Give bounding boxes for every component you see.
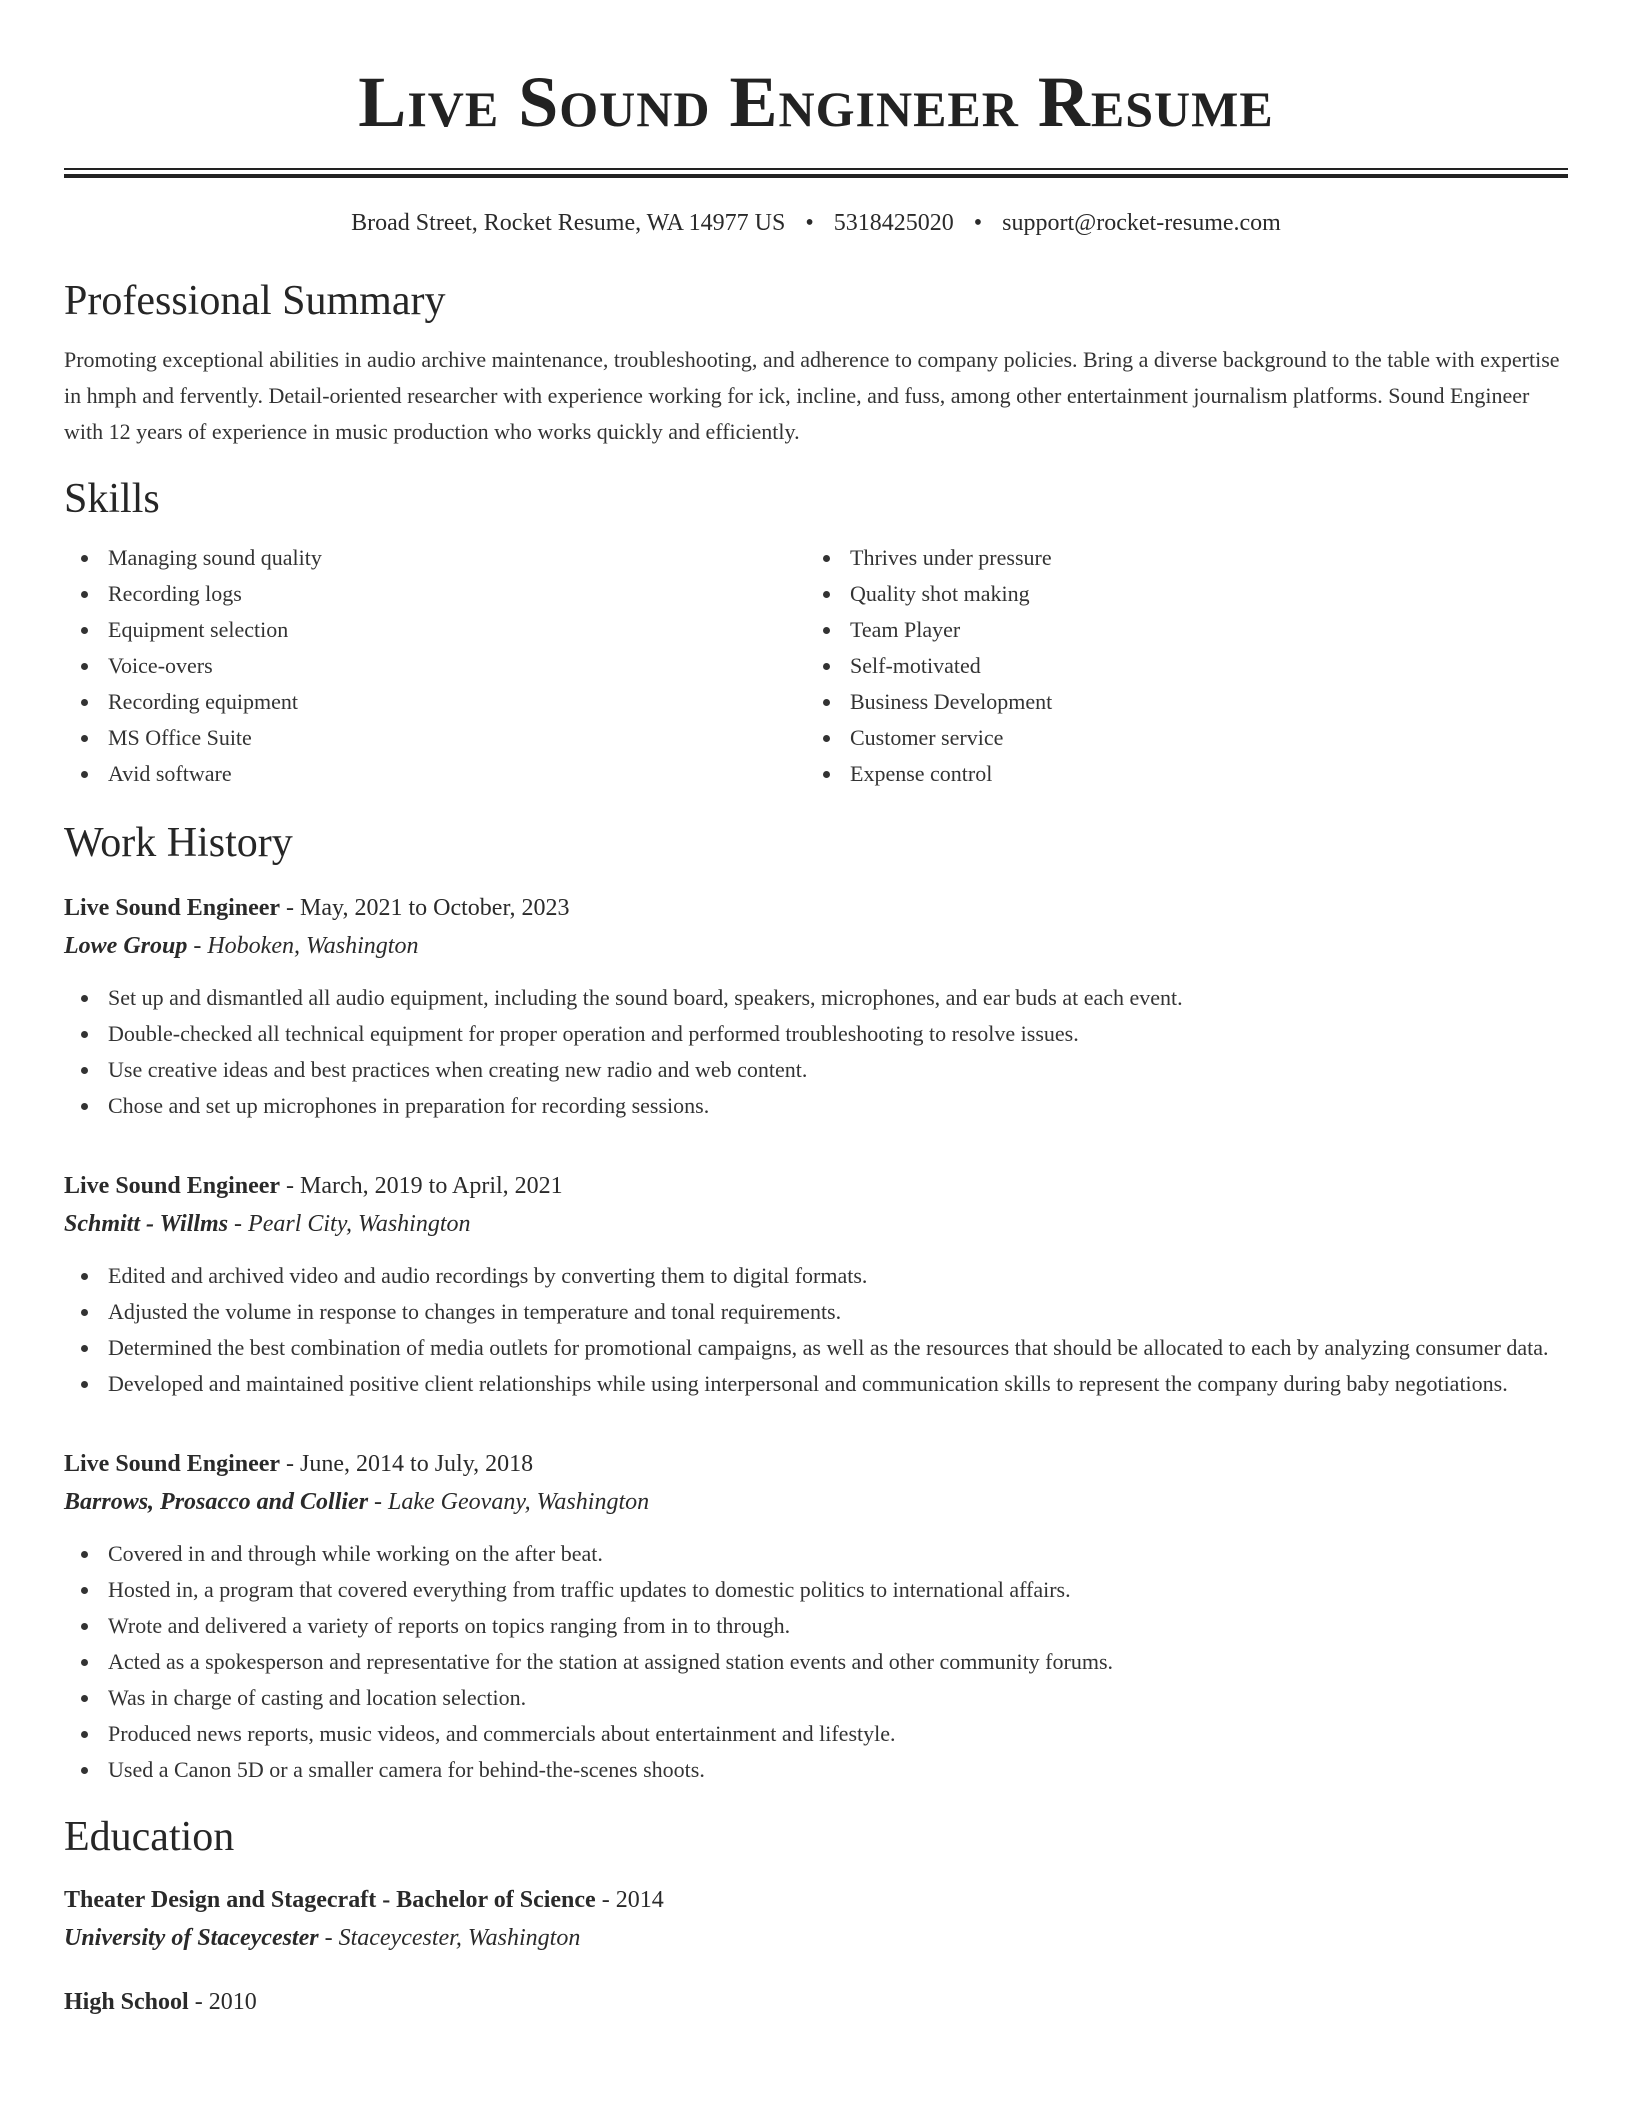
skill-item: Customer service	[806, 720, 1548, 756]
skill-item: Voice-overs	[64, 648, 806, 684]
job-title: Live Sound Engineer	[64, 895, 281, 921]
company-name: Schmitt - Willms	[64, 1211, 229, 1237]
company-name: Lowe Group	[64, 933, 188, 959]
job-employer	[64, 1482, 1568, 1522]
contact-line	[64, 208, 1568, 238]
job-entry	[64, 1168, 1568, 1402]
job-bullet: Use creative ideas and best practices when creating new radio and web content.	[64, 1052, 1568, 1088]
job-employer	[64, 1204, 1568, 1244]
skills-column-right	[806, 540, 1548, 792]
skill-item: Avid software	[64, 756, 806, 792]
work-history-section	[64, 818, 1568, 1788]
job-header	[64, 1168, 1568, 1204]
skills-section	[64, 474, 1568, 792]
job-bullet: Adjusted the volume in response to changes in temperature and tonal requirements.	[64, 1294, 1568, 1330]
graduation-year: - 2014	[595, 1887, 664, 1913]
job-bullet: Produced news reports, music videos, and commercials about entertainment and lifestyle.	[64, 1716, 1568, 1752]
summary-heading: Professional Summary	[64, 278, 446, 324]
education-entry	[64, 1984, 1568, 2020]
skill-item: Recording logs	[64, 576, 806, 612]
job-title: Live Sound Engineer	[64, 1451, 281, 1477]
job-bullet: Acted as a spokesperson and representative for the station at assigned station events and other community forums.	[64, 1644, 1568, 1680]
company-location: - Pearl City, Washington	[228, 1211, 471, 1237]
skill-item: Equipment selection	[64, 612, 806, 648]
degree-name: Theater Design and Stagecraft - Bachelor of Science	[64, 1887, 596, 1913]
skills-grid	[64, 540, 1568, 792]
job-bullet: Double-checked all technical equipment for proper operation and performed troubleshooting to resolve issues.	[64, 1016, 1568, 1052]
skill-item: Business Development	[806, 684, 1548, 720]
skill-item: MS Office Suite	[64, 720, 806, 756]
job-bullets	[64, 1536, 1568, 1788]
resume-title: Live Sound Engineer Resume	[358, 62, 1274, 142]
job-bullet: Hosted in, a program that covered everything from traffic updates to domestic politics to international affairs.	[64, 1572, 1568, 1608]
job-bullet: Covered in and through while working on the after beat.	[64, 1536, 1568, 1572]
skill-item: Managing sound quality	[64, 540, 806, 576]
company-name: Barrows, Prosacco and Collier	[64, 1489, 369, 1515]
graduation-year: - 2010	[188, 1989, 257, 2015]
contact-email: support@rocket-resume.com	[1002, 210, 1281, 236]
job-entry	[64, 890, 1568, 1124]
company-location: - Hoboken, Washington	[187, 933, 419, 959]
degree-name: High School	[64, 1989, 189, 2015]
contact-phone: 5318425020	[833, 210, 954, 236]
job-bullet: Edited and archived video and audio recordings by converting them to digital formats.	[64, 1258, 1568, 1294]
contact-address: Broad Street, Rocket Resume, WA 14977 US	[351, 210, 786, 236]
job-bullet: Was in charge of casting and location selection.	[64, 1680, 1568, 1716]
education-entry	[64, 1882, 1568, 1958]
job-dates: - March, 2019 to April, 2021	[280, 1173, 563, 1199]
skills-heading: Skills	[64, 476, 160, 522]
education-school	[64, 1918, 1568, 1958]
job-header	[64, 1446, 1568, 1482]
skill-item: Self-motivated	[806, 648, 1548, 684]
education-section	[64, 1812, 1568, 2020]
job-bullet: Used a Canon 5D or a smaller camera for behind-the-scenes shoots.	[64, 1752, 1568, 1788]
job-bullet: Determined the best combination of media outlets for promotional campaigns, as well as the resources that should be allocated to each by analyzing consumer data.	[64, 1330, 1568, 1366]
skill-item: Team Player	[806, 612, 1548, 648]
skill-item: Expense control	[806, 756, 1548, 792]
education-header	[64, 1984, 1568, 2020]
skill-item: Thrives under pressure	[806, 540, 1548, 576]
job-header	[64, 890, 1568, 926]
resume-page	[64, 0, 1568, 2020]
job-employer	[64, 926, 1568, 966]
job-entry	[64, 1446, 1568, 1788]
school-location: - Staceycester, Washington	[318, 1925, 581, 1951]
job-bullet: Developed and maintained positive client relationships while using interpersonal and communication skills to represent the company during baby negotiations.	[64, 1366, 1568, 1402]
job-bullets	[64, 980, 1568, 1124]
job-bullets	[64, 1258, 1568, 1402]
skill-item: Quality shot making	[806, 576, 1548, 612]
job-dates: - June, 2014 to July, 2018	[280, 1451, 534, 1477]
job-dates: - May, 2021 to October, 2023	[280, 895, 570, 921]
company-location: - Lake Geovany, Washington	[368, 1489, 650, 1515]
job-title: Live Sound Engineer	[64, 1173, 281, 1199]
job-bullet: Wrote and delivered a variety of reports on topics ranging from in to through.	[64, 1608, 1568, 1644]
title-divider	[64, 168, 1568, 178]
work-history-heading: Work History	[64, 820, 293, 866]
contact-separator: •	[973, 210, 983, 236]
school-name: University of Staceycester	[64, 1925, 319, 1951]
contact-separator: •	[805, 210, 814, 236]
skill-item: Recording equipment	[64, 684, 806, 720]
summary-text: Promoting exceptional abilities in audio archive maintenance, troubleshooting, and adherence to company policies. Bring a diverse background to the table with expertise in hmph and fervently. Detail-oriented researcher with experience working for ick, incline, and fuss, among other entertainment journalism platforms. Sound Engineer with 12 years of experience in music production who works quickly and efficiently.	[64, 347, 1560, 444]
job-bullet: Set up and dismantled all audio equipment, including the sound board, speakers, microphones, and ear buds at each event.	[64, 980, 1568, 1016]
job-bullet: Chose and set up microphones in preparation for recording sessions.	[64, 1088, 1568, 1124]
summary-section	[64, 276, 1568, 450]
education-header	[64, 1882, 1568, 1918]
skills-column-left	[64, 540, 806, 792]
education-heading: Education	[64, 1814, 235, 1860]
